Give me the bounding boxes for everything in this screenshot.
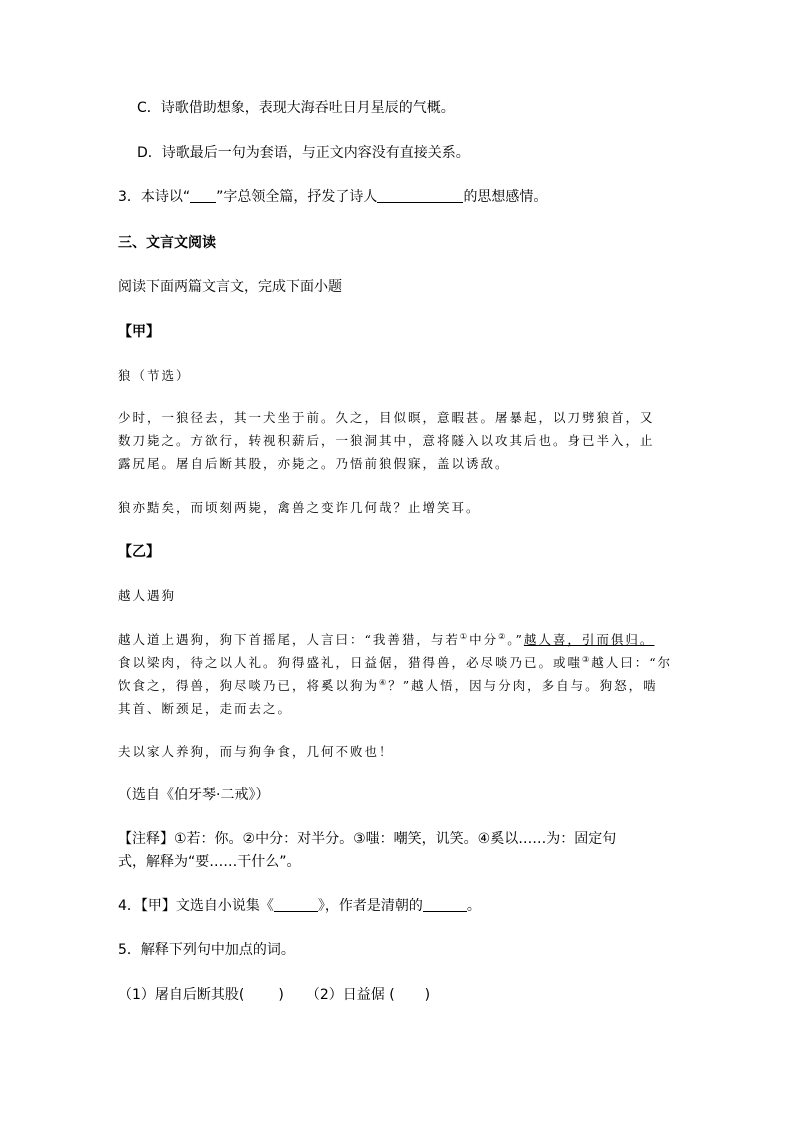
section-instruction: 阅读下面两篇文言文，完成下面小题	[118, 279, 342, 295]
passage-yi-line: 其首、断颈足，走而去之。	[118, 701, 293, 716]
footnote-marker: ②	[498, 631, 508, 641]
answer-blank[interactable]	[274, 897, 318, 912]
annotation-line: 式，解释为“要……干什么”。	[118, 854, 301, 870]
passage-jia-line: 数刀毙之。方欲行，转视积薪后，一狼洞其中，意将隧入以攻其后也。身已半入，止	[118, 433, 655, 448]
answer-blank[interactable]	[423, 897, 467, 912]
passage-yi-line: 饮食之，得兽，狗尽啖乃已，将奚以狗为④？”越人悟，因与分肉，多自与。狗怒，啮	[118, 677, 658, 693]
option-d: D．诗歌最后一句为套语，与正文内容没有直接关系。	[137, 145, 470, 161]
question-4: 4．【甲】文选自小说集《 》，作者是清朝的 。	[118, 898, 481, 914]
passage-yi-line: 越人道上遇狗，狗下首摇尾，人言曰：“我善猎，与若①中分②。”越人喜，引而俱归。	[118, 631, 655, 647]
passage-yi-conclusion: 夫以家人养狗，而与狗争食，几何不败也！	[118, 744, 394, 759]
passage-jia-line: 少时，一狼径去，其一犬坐于前。久之，目似暝，意暇甚。屠暴起，以刀劈狼首，又	[118, 410, 655, 425]
passage-jia-line: 露尻尾。屠自后断其股，亦毙之。乃悟前狼假寐，盖以诱敌。	[118, 456, 510, 471]
passage-jia-title: 狼（节选）	[118, 368, 191, 383]
answer-blank[interactable]	[190, 188, 216, 203]
footnote-marker: ④	[379, 677, 389, 687]
passage-yi-line: 食以梁肉，待之以人礼。狗得盛礼，日益倨，猎得兽，必尽啖乃已。或嗤③越人曰：“尔	[118, 654, 673, 670]
passage-jia-conclusion: 狼亦黠矣，而顷刻两毙，禽兽之变诈几何哉？止增笑耳。	[118, 500, 481, 515]
answer-blank[interactable]	[377, 188, 463, 203]
footnote-marker: ①	[459, 631, 470, 641]
passage-yi-title: 越人遇狗	[118, 588, 177, 603]
passage-jia-label: 【甲】	[118, 324, 160, 340]
question-5: 5．解释下列句中加点的词。	[118, 942, 295, 958]
footnote-marker: ③	[582, 654, 592, 664]
source-citation: （选自《伯牙琴·二戒》）	[118, 787, 270, 803]
section-heading: 三、文言文阅读	[118, 235, 216, 251]
question-5-items: （1）屠自后断其股( ) （2）日益倨 ( )	[118, 987, 431, 1003]
option-c: C．诗歌借助想象，表现大海吞吐日月星辰的气概。	[137, 100, 455, 116]
question-3: 3．本诗以“ ”字总领全篇，抒发了诗人 的思想感情。	[118, 189, 548, 205]
underlined-sentence: 越人喜，引而俱归。	[523, 632, 655, 647]
annotation-line: 【注释】①若：你。②中分：对半分。③嗤：嘲笑，讥笑。④奚以……为：固定句	[118, 831, 617, 847]
passage-yi-label: 【乙】	[118, 544, 160, 560]
